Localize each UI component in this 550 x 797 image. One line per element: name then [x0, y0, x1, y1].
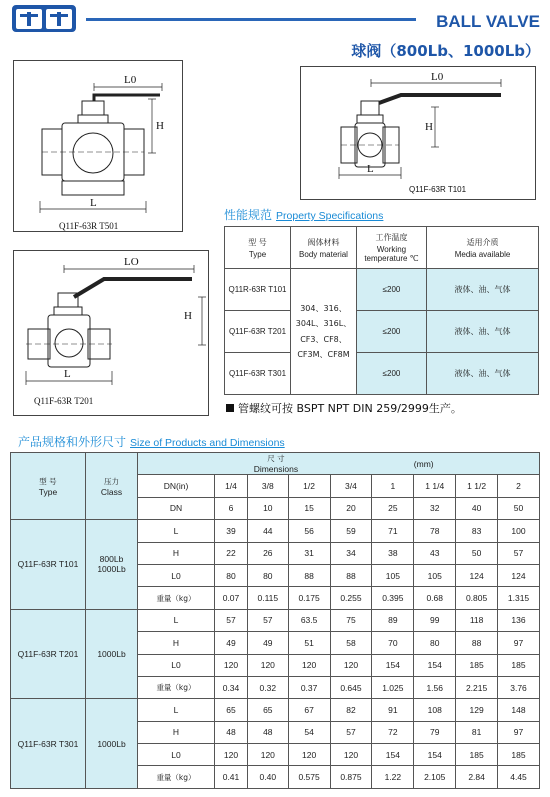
cell-value: 97	[498, 721, 540, 743]
size-header-row	[11, 453, 540, 475]
cell-value: 44	[247, 520, 288, 542]
cell-value: 154	[372, 654, 414, 676]
cell-value: 3.76	[498, 676, 540, 698]
cell-value: 0.255	[330, 587, 372, 609]
cell-value: 31	[288, 542, 330, 564]
cell-value: 88	[288, 564, 330, 586]
cell-value: 82	[330, 699, 372, 721]
dn-cell: 50	[498, 497, 540, 519]
logo-mark-left	[16, 9, 42, 29]
cell-value: 0.32	[247, 676, 288, 698]
cell-row-label: L	[138, 699, 215, 721]
cell-value: 57	[247, 609, 288, 631]
cell-value: 1.315	[498, 587, 540, 609]
dn-in-cell: 1 1/4	[414, 475, 456, 497]
cell-value: 78	[414, 520, 456, 542]
cell-media: 液体、油、气体	[427, 269, 539, 311]
bullet-square-icon	[226, 404, 234, 412]
size-heading-en: Size of Products and Dimensions	[130, 437, 285, 449]
cell-value: 0.40	[247, 766, 288, 788]
cell-value: 0.575	[288, 766, 330, 788]
cell-value: 120	[215, 744, 248, 766]
cell-row-label: L0	[138, 564, 215, 586]
cell-value: 63.5	[288, 609, 330, 631]
cell-media: 液体、油、气体	[427, 311, 539, 353]
cell-value: 80	[215, 564, 248, 586]
dn-in-cell: 3/4	[330, 475, 372, 497]
cell-value: 120	[247, 744, 288, 766]
cell-type: Q11F-63R T301	[225, 353, 291, 395]
col-class-header: 压力 Class	[86, 453, 138, 520]
table-row	[11, 520, 540, 542]
cell-value: 124	[498, 564, 540, 586]
property-heading-cn: 性能规范	[224, 208, 273, 222]
cell-value: 0.34	[215, 676, 248, 698]
cell-value: 185	[456, 744, 498, 766]
cell-value: 71	[372, 520, 414, 542]
cell-value: 49	[215, 632, 248, 654]
cell-value: 148	[498, 699, 540, 721]
cell-value: 185	[498, 654, 540, 676]
table-row	[225, 269, 539, 311]
cell-row-label: 重量（kg）	[138, 676, 215, 698]
cell-class: 1000Lb	[86, 609, 138, 699]
cell-value: 57	[498, 542, 540, 564]
col-type-header: 型 号 Type	[11, 453, 86, 520]
drawing-t201	[13, 250, 209, 416]
dn-in-cell: 1	[372, 475, 414, 497]
cell-value: 58	[330, 632, 372, 654]
cell-value: 34	[330, 542, 372, 564]
cell-value: 70	[372, 632, 414, 654]
cell-value: 56	[288, 520, 330, 542]
dn-cell: 6	[215, 497, 248, 519]
drawing-t101	[300, 66, 536, 200]
cell-value: 48	[215, 721, 248, 743]
cell-value: 185	[498, 744, 540, 766]
col-body-material: 阀体材料 Body material	[291, 227, 357, 269]
dimensions-header: 尺 寸 Dimensions	[138, 453, 414, 475]
cell-class: 800Lb 1000Lb	[86, 520, 138, 610]
cell-value: 65	[247, 699, 288, 721]
cell-value: 0.805	[456, 587, 498, 609]
cell-value: 57	[330, 721, 372, 743]
cell-value: 97	[498, 632, 540, 654]
cell-value: 4.45	[498, 766, 540, 788]
cell-row-label: H	[138, 632, 215, 654]
cell-value: 88	[456, 632, 498, 654]
cell-value: 81	[456, 721, 498, 743]
dn-in-label: DN(in)	[138, 475, 215, 497]
cell-media: 液体、油、气体	[427, 353, 539, 395]
cell-value: 2.105	[414, 766, 456, 788]
cell-value: 1.22	[372, 766, 414, 788]
property-heading-en: Property Specifications	[276, 210, 384, 222]
cell-value: 0.395	[372, 587, 414, 609]
dim-l0-label: L0	[124, 74, 137, 86]
drawing-caption: Q11F-63R T101	[409, 185, 467, 194]
table-row	[225, 311, 539, 353]
cell-value: 54	[288, 721, 330, 743]
cell-value: 136	[498, 609, 540, 631]
dn-label: DN	[138, 497, 215, 519]
dim-l-label: L	[90, 197, 97, 209]
size-table	[10, 452, 540, 789]
cell-value: 0.115	[247, 587, 288, 609]
cell-value: 72	[372, 721, 414, 743]
cell-value: 88	[330, 564, 372, 586]
cell-value: 57	[215, 609, 248, 631]
cell-value: 59	[330, 520, 372, 542]
cell-value: 154	[414, 744, 456, 766]
dn-cell: 20	[330, 497, 372, 519]
cell-value: 120	[288, 744, 330, 766]
cell-value: 120	[330, 744, 372, 766]
dn-cell: 10	[247, 497, 288, 519]
cell-value: 22	[215, 542, 248, 564]
cell-row-label: 重量（kg）	[138, 766, 215, 788]
dim-h-label: H	[156, 120, 164, 132]
cell-value: 120	[215, 654, 248, 676]
header-rule	[86, 18, 416, 21]
cell-row-label: L	[138, 520, 215, 542]
cell-value: 1.56	[414, 676, 456, 698]
cell-value: 38	[372, 542, 414, 564]
cell-value: 0.41	[215, 766, 248, 788]
cell-value: 49	[247, 632, 288, 654]
col-type: 型 号 Type	[225, 227, 291, 269]
company-logo	[12, 5, 76, 32]
property-header-row	[225, 227, 539, 269]
cell-value: 39	[215, 520, 248, 542]
drawing-t501	[13, 60, 183, 232]
col-working-temperature: 工作温度 Working temperature ℃	[357, 227, 427, 269]
property-table	[224, 226, 539, 395]
table-row	[225, 353, 539, 395]
thread-note	[226, 400, 462, 416]
cell-value: 80	[414, 632, 456, 654]
cell-value: 118	[456, 609, 498, 631]
cell-value: 120	[288, 654, 330, 676]
cell-value: 89	[372, 609, 414, 631]
dn-cell: 25	[372, 497, 414, 519]
cell-value: 79	[414, 721, 456, 743]
title-en: BALL VALVE	[436, 12, 540, 31]
property-heading	[224, 206, 383, 223]
dim-l0-label: L0	[431, 71, 444, 83]
cell-value: 0.68	[414, 587, 456, 609]
dn-cell: 40	[456, 497, 498, 519]
cell-value: 2.84	[456, 766, 498, 788]
cell-type: Q11F-63R T201	[225, 311, 291, 353]
cell-value: 120	[330, 654, 372, 676]
dn-in-cell: 3/8	[247, 475, 288, 497]
drawing-caption: Q11F-63R T201	[34, 396, 94, 406]
logo-mark-right	[46, 9, 72, 29]
valve-drawing-t201	[14, 251, 208, 415]
thread-note-text: 管螺纹可按 BSPT NPT DIN 259/2999生产。	[238, 402, 462, 415]
valve-drawing-t501	[14, 61, 182, 231]
drawing-caption: Q11F-63R T501	[59, 221, 119, 231]
cell-value: 0.175	[288, 587, 330, 609]
cell-row-label: L0	[138, 744, 215, 766]
cell-temperature: ≤200	[357, 311, 427, 353]
dim-l-label: L	[367, 163, 374, 175]
cell-value: 100	[498, 520, 540, 542]
dim-l0-label: LO	[124, 256, 139, 268]
cell-value: 51	[288, 632, 330, 654]
dn-in-cell: 2	[498, 475, 540, 497]
cell-value: 26	[247, 542, 288, 564]
cell-value: 0.07	[215, 587, 248, 609]
cell-value: 124	[456, 564, 498, 586]
cell-class: 1000Lb	[86, 699, 138, 789]
dim-h-label: H	[425, 121, 433, 133]
cell-value: 75	[330, 609, 372, 631]
cell-value: 154	[414, 654, 456, 676]
cell-value: 0.645	[330, 676, 372, 698]
size-heading-cn: 产品规格和外形尺寸	[18, 435, 127, 449]
cell-value: 0.37	[288, 676, 330, 698]
title-cn: 球阀（800Lb、1000Lb）	[351, 42, 540, 60]
cell-row-label: L0	[138, 654, 215, 676]
size-heading	[18, 433, 285, 450]
cell-value: 65	[215, 699, 248, 721]
cell-value: 2.215	[456, 676, 498, 698]
cell-value: 83	[456, 520, 498, 542]
cell-type: Q11F-63R T301	[11, 699, 86, 789]
cell-temperature: ≤200	[357, 269, 427, 311]
cell-row-label: H	[138, 721, 215, 743]
cell-value: 43	[414, 542, 456, 564]
table-row	[11, 699, 540, 721]
cell-value: 99	[414, 609, 456, 631]
cell-value: 105	[414, 564, 456, 586]
dn-in-cell: 1/2	[288, 475, 330, 497]
cell-value: 0.875	[330, 766, 372, 788]
valve-drawing-t101	[301, 67, 535, 199]
cell-value: 108	[414, 699, 456, 721]
cell-value: 67	[288, 699, 330, 721]
dn-cell: 32	[414, 497, 456, 519]
cell-value: 1.025	[372, 676, 414, 698]
col-media: 适用介质 Media available	[427, 227, 539, 269]
dn-in-cell: 1 1/2	[456, 475, 498, 497]
dn-cell: 15	[288, 497, 330, 519]
cell-value: 80	[247, 564, 288, 586]
cell-value: 154	[372, 744, 414, 766]
unit-label: (mm)	[414, 453, 540, 475]
cell-temperature: ≤200	[357, 353, 427, 395]
cell-value: 105	[372, 564, 414, 586]
cell-type: Q11R-63R T101	[225, 269, 291, 311]
cell-row-label: 重量（kg）	[138, 587, 215, 609]
cell-value: 50	[456, 542, 498, 564]
cell-type: Q11F-63R T101	[11, 520, 86, 610]
cell-body-material: 304、316、304L、316L、CF3、CF8、CF3M、CF8M	[291, 269, 357, 395]
dn-in-cell: 1/4	[215, 475, 248, 497]
cell-value: 120	[247, 654, 288, 676]
table-row	[11, 609, 540, 631]
cell-value: 91	[372, 699, 414, 721]
cell-type: Q11F-63R T201	[11, 609, 86, 699]
dim-l-label: L	[64, 368, 71, 380]
cell-row-label: H	[138, 542, 215, 564]
dim-h-label: H	[184, 310, 192, 322]
cell-value: 185	[456, 654, 498, 676]
cell-value: 129	[456, 699, 498, 721]
cell-row-label: L	[138, 609, 215, 631]
cell-value: 48	[247, 721, 288, 743]
